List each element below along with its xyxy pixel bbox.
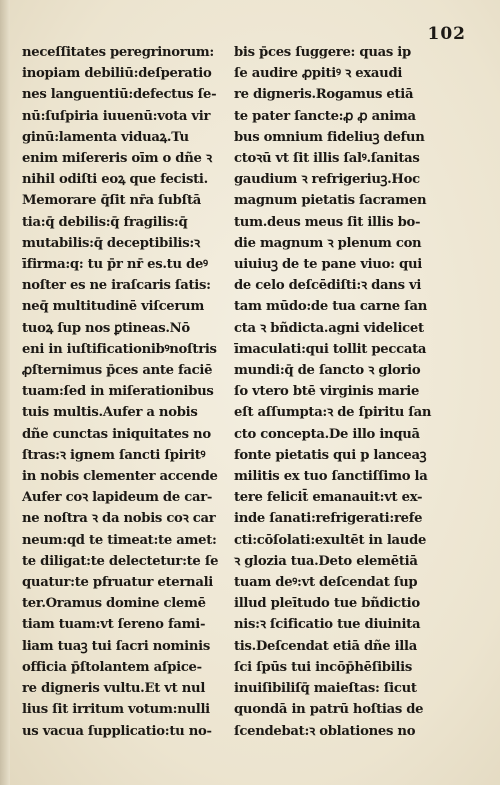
text-line: tere felicit̄ emanauit:vt ex- [234,490,423,506]
text-line: magnum pietatis ſacramen [234,193,427,209]
text-line: ſe audire ꝓpitiꝰ ꝛ exaudi [234,66,403,82]
text-line: ſo vtero btē virginis marie [234,384,420,400]
text-line: ne noſtra ꝛ da nobis coꝛ car [22,511,216,527]
text-line: tia:q̄ debilis:q̄ fragilis:q̄ [22,214,188,230]
text-line: mundi:q̄ de ſancto ꝛ glorio [234,363,421,379]
text-line: bus omnium fideliuꝫ defun [234,129,425,145]
text-line: nis:ꝛ ſcificatio tue diuinita [234,617,421,633]
text-line: te diligat:te delectetur:te ſe [22,553,219,569]
text-line: ctoꝛū vt ſit illis ſalꝰ.ſanitas [234,151,420,167]
text-line: quatur:te pfruatur eternali [22,575,213,591]
text-line: tum.deus meus ſit illis bo- [234,214,421,230]
text-line: ſci ſpūs tui incōp̄hēſibilis [234,659,412,675]
left-text-column [22,42,227,742]
text-line: de celo deſcēdiſti:ꝛ dans vi [234,278,422,294]
text-line: tiam tuam:vt ſereno fami- [22,617,206,633]
text-line: nes languentiū:defectus ſe- [22,87,217,103]
text-line: re digneris.Rogamus etiā [234,87,414,103]
text-line: ꝛ glozia tua.Deto elemētiā [234,553,418,569]
text-line: cti:cōſolati:exultēt in laude [234,532,427,548]
text-line: mutabilis:q̄ deceptibilis:ꝛ [22,235,200,251]
text-line: tis.Deſcendat etiā dñe illa [234,638,417,654]
text-line: eni in iuſtificationibꝰnoſtris [22,341,217,357]
text-line: re digneris vultu.Et vt nul [22,681,206,697]
text-line: īfirma:q: tu p̄r nr̄ es.tu deꝰ [22,257,208,273]
text-line: in nobis clementer accende [22,469,218,485]
text-line: ſtras:ꝛ ignem ſancti ſpiritꝰ [22,447,206,463]
text-line: ꝓſternimus p̄ces ante faciē [22,363,213,379]
text-line: militis ex tuo ſanctiſſimo la [234,469,428,485]
text-line: īmaculati:qui tollit peccata [234,341,427,357]
text-line: nū:ſuſpiria iuuenū:vota vir [22,108,211,124]
text-line: officia p̄ſtolantem aſpice- [22,659,202,675]
folio-number: 102 [427,24,466,44]
text-line: Memorare q̄ſit nr̄a ſubſtā [22,193,202,209]
text-line: inopiam debiliū:deſperatio [22,66,212,82]
text-line: ginū:lamenta viduaꝝ.Tu [22,129,189,145]
text-line: te pater ſancte:ꝓ ꝓ anima [234,108,416,124]
text-line: quondā in patrū hoſtias de [234,702,424,718]
text-line: enim miſereris oīm o dñe ꝛ [22,151,212,167]
text-line: lius ſit irritum votum:nulli [22,702,210,718]
text-line: inuiſibiliſq̄ maieſtas: ſicut [234,681,417,697]
text-line: tuam:ſed in miſerationibus [22,384,214,400]
text-line: tuoꝝ ſup nos ꝑtineas.Nō [22,320,190,336]
text-line: gaudium ꝛ refrigeriuꝫ.Hoc [234,172,420,188]
text-line: neq̄ multitudinē viſcerum [22,299,204,315]
text-line: neum:qd te timeat:te amet: [22,532,217,548]
text-line: cto concepta.De illo inquā [234,426,420,442]
right-text-column [234,42,438,742]
text-line: Aufer coꝛ lapideum de car- [22,490,213,506]
text-line: us vacua ſupplicatio:tu no- [22,723,212,739]
text-line: dñe cunctas iniquitates no [22,426,211,442]
text-line: tuam deꝰ:vt deſcendat ſup [234,575,418,591]
text-line: cta ꝛ bñdicta.agni videlicet [234,320,424,336]
text-line: fonte pietatis qui p lanceaꝫ [234,447,427,463]
text-line: die magnum ꝛ plenum con [234,235,422,251]
text-line: ter.Oramus domine clemē [22,596,206,612]
text-line: illud pleītudo tue bñdictio [234,596,420,612]
text-line: neceſſitates peregrinorum: [22,45,214,60]
text-line: uiuiuꝫ de te pane viuo: qui [234,257,422,273]
text-line: tuis multis.Aufer a nobis [22,405,198,421]
text-line: liam tuaꝫ tui ſacri nominis [22,638,211,654]
text-line: eſt aſſumpta:ꝛ de ſpiritu ſan [234,405,432,421]
page-gutter [0,0,10,785]
text-line: bis p̄ces ſuggere: quas ip [234,45,411,60]
text-line: noſter es ne iraſcaris ſatis: [22,278,211,294]
text-line: nihil odiſti eoꝝ que fecisti. [22,172,208,188]
text-line: ſcendebat:ꝛ oblationes no [234,723,416,739]
text-line: inde ſanati:refrigerati:refe [234,511,423,527]
text-line: tam mūdo:de tua carne ſan [234,299,428,315]
